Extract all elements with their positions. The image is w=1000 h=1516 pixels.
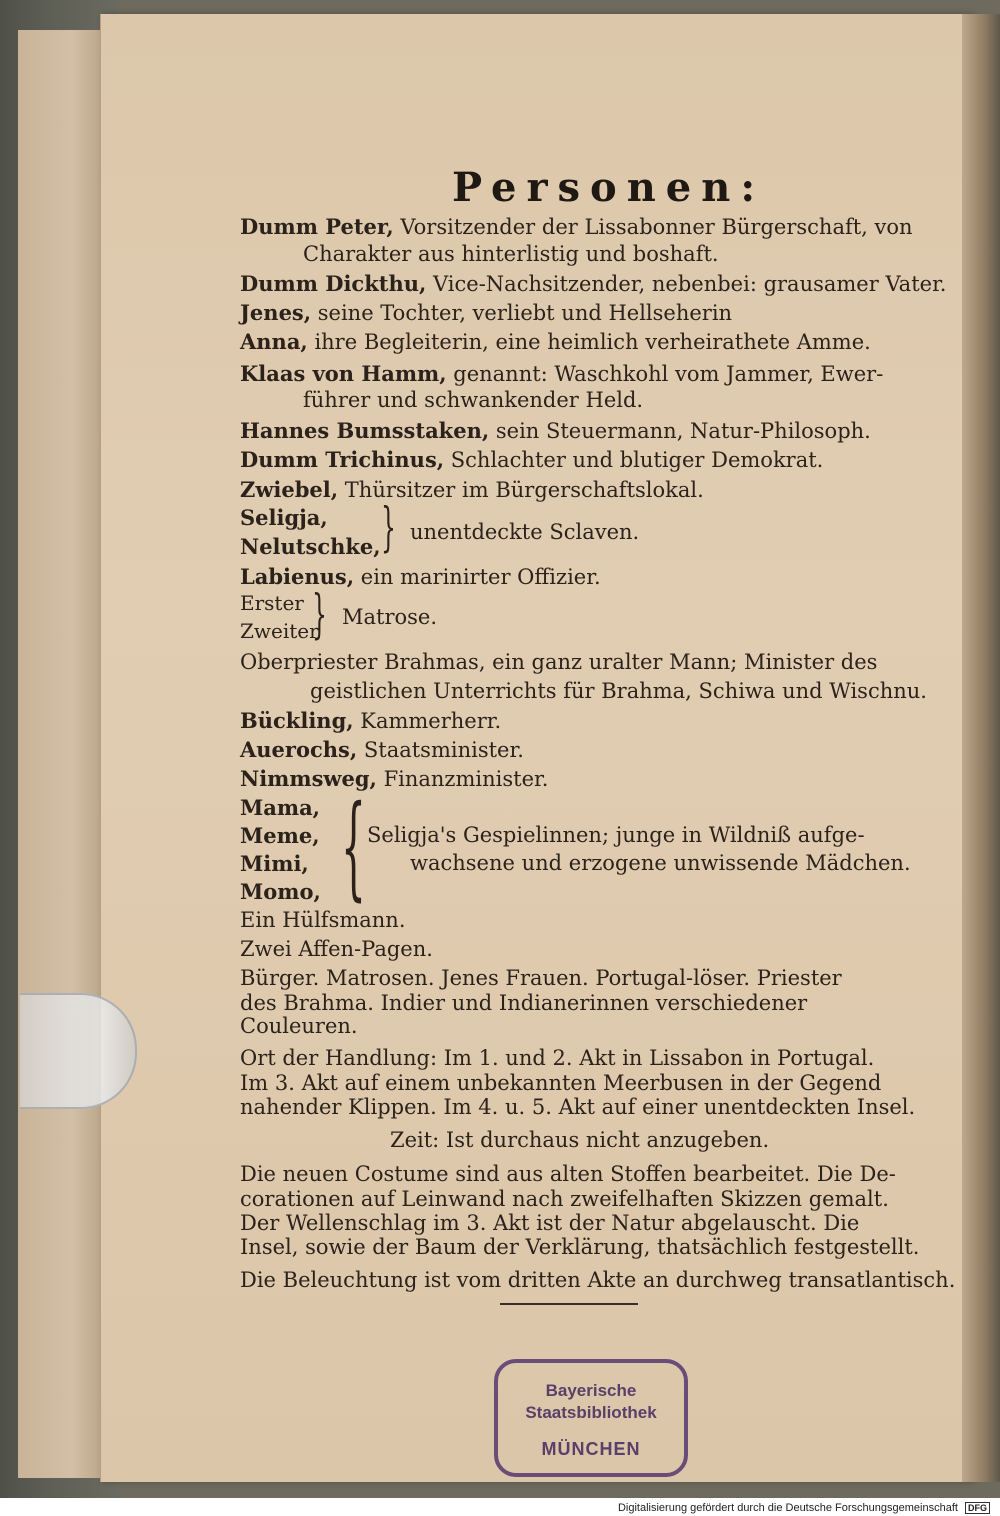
cast-name: Labienus, xyxy=(240,564,355,589)
cast-entry-dumm-peter xyxy=(240,213,913,241)
cast-name: Dumm Trichinus, xyxy=(240,447,445,472)
stamp-line-2: Staatsbibliothek xyxy=(525,1403,657,1422)
page-title: Personen: xyxy=(452,164,766,211)
cast-description: Vorsitzender der Lissabonner Bürgerschaft, von xyxy=(400,215,913,239)
cast-name-mimi: Mimi, xyxy=(240,851,309,876)
cast-entry-oberpriester: Oberpriester Brahmas, ein ganz uralter Mann; Minister des xyxy=(240,650,878,674)
cast-entry-jenes xyxy=(240,299,732,327)
dfg-logo: DFG xyxy=(965,1502,990,1514)
page-gutter xyxy=(962,14,1000,1482)
brace-gespielinnen: { xyxy=(341,782,366,912)
cast-name-seligja: Seligja, xyxy=(240,505,328,530)
cast-entry-dumm-trichinus xyxy=(240,446,823,474)
cast-name: Klaas von Hamm, xyxy=(240,361,447,386)
cast-description: ein marinirter Offizier. xyxy=(360,565,601,589)
setting-zeit: Zeit: Ist durchaus nicht anzugeben. xyxy=(390,1128,770,1152)
brace-matrose: } xyxy=(312,585,327,645)
cast-entry-nimmsweg xyxy=(240,765,548,793)
cast-entry-buerger-continued-2: Couleuren. xyxy=(240,1014,358,1038)
cast-entry-hannes-bumsstaken xyxy=(240,417,871,445)
cast-description-continued: führer und schwankender Held. xyxy=(303,388,644,412)
cast-name: Anna, xyxy=(240,329,308,354)
cast-entry-affen-pagen: Zwei Affen-Pagen. xyxy=(240,937,433,961)
cast-name: Nimmsweg, xyxy=(240,766,377,791)
cast-description: Schlachter und blutiger Demokrat. xyxy=(450,448,824,472)
cast-description: Finanzminister. xyxy=(383,767,549,791)
section-divider xyxy=(500,1303,638,1305)
note-costume-continued: corationen auf Leinwand nach zweifelhaften Skizzen gemalt. xyxy=(240,1187,889,1211)
cast-description: Kammerherr. xyxy=(360,709,502,733)
cast-entry-huelfsmann: Ein Hülfsmann. xyxy=(240,908,406,932)
note-costume-continued-3: Insel, sowie der Baum der Verklärung, thatsächlich festgestellt. xyxy=(240,1235,920,1259)
cast-name: Auerochs, xyxy=(240,737,358,762)
cast-name: Dumm Peter, xyxy=(240,214,394,239)
note-costume-continued-2: Der Wellenschlag im 3. Akt ist der Natur abgelauscht. Die xyxy=(240,1211,860,1235)
cast-name: Hannes Bumsstaken, xyxy=(240,418,490,443)
group-description-sclaven: unentdeckte Sclaven. xyxy=(410,520,640,544)
setting-ort: Ort der Handlung: Im 1. und 2. Akt in Lissabon in Portugal. xyxy=(240,1046,875,1070)
cast-entry-zwiebel xyxy=(240,476,704,504)
cast-name: Bückling, xyxy=(240,708,354,733)
note-beleuchtung: Die Beleuchtung ist vom dritten Akte an durchweg transatlantisch. xyxy=(240,1268,956,1292)
cast-description: Vice-Nachsitzender, nebenbei: grausamer Vater. xyxy=(433,272,947,296)
footer-text: Digitalisierung gefördert durch die Deutsche Forschungsgemeinschaft xyxy=(617,1502,958,1514)
cast-description: seine Tochter, verliebt und Hellseherin xyxy=(317,301,733,325)
cast-name: Dumm Dickthu, xyxy=(240,271,427,296)
cast-name-momo: Momo, xyxy=(240,879,321,904)
cast-entry-klaas-von-hamm xyxy=(240,360,883,388)
group-description-gespielinnen-continued: wachsene und erzogene unwissende Mädchen. xyxy=(410,851,911,875)
stamp-line-3: MÜNCHEN xyxy=(541,1439,641,1459)
group-description-matrose: Matrose. xyxy=(342,605,438,629)
cast-name-erster: Erster xyxy=(240,591,304,615)
cast-entry-buerger: Bürger. Matrosen. Jenes Frauen. Portugal-löser. Priester xyxy=(240,966,842,990)
cast-description: sein Steuermann, Natur-Philosoph. xyxy=(495,419,871,443)
cast-description-continued: geistlichen Unterrichts für Brahma, Schiwa und Wischnu. xyxy=(310,679,927,703)
cast-entry-bueckling xyxy=(240,707,501,735)
book-cover-edge xyxy=(18,30,109,1478)
note-costume: Die neuen Costume sind aus alten Stoffen bearbeitet. Die De- xyxy=(240,1162,896,1186)
library-stamp xyxy=(494,1359,688,1477)
cast-description: genannt: Waschkohl vom Jammer, Ewer- xyxy=(453,362,884,386)
cast-entry-dumm-dickthu xyxy=(240,270,946,298)
cast-description-continued: Charakter aus hinterlistig und boshaft. xyxy=(303,242,719,266)
setting-ort-continued-2: nahender Klippen. Im 4. u. 5. Akt auf einer unentdeckten Insel. xyxy=(240,1095,916,1119)
cast-description: ihre Begleiterin, eine heimlich verheirathete Amme. xyxy=(314,330,871,354)
cast-name-zweiter: Zweiter xyxy=(240,619,319,643)
cast-description: Thürsitzer im Bürgerschaftslokal. xyxy=(344,478,704,502)
cast-description: Staatsminister. xyxy=(363,738,524,762)
cast-entry-labienus xyxy=(240,563,601,591)
setting-ort-continued: Im 3. Akt auf einem unbekannten Meerbusen in der Gegend xyxy=(240,1071,882,1095)
footer-credit xyxy=(618,1502,990,1514)
stamp-line-1: Bayerische xyxy=(545,1381,637,1400)
cast-name-mama: Mama, xyxy=(240,795,320,820)
cast-name: Jenes, xyxy=(240,300,312,325)
page-clip xyxy=(20,993,137,1109)
brace-sclaven: } xyxy=(381,498,396,558)
cast-entry-auerochs xyxy=(240,736,524,764)
cast-entry-buerger-continued: des Brahma. Indier und Indianerinnen verschiedener xyxy=(240,991,808,1015)
cast-name-nelutschke: Nelutschke, xyxy=(240,534,381,559)
group-description-gespielinnen: Seligja's Gespielinnen; junge in Wildniß aufge- xyxy=(367,823,865,847)
cast-name: Zwiebel, xyxy=(240,477,339,502)
cast-entry-anna xyxy=(240,328,871,356)
cast-name-meme: Meme, xyxy=(240,823,320,848)
